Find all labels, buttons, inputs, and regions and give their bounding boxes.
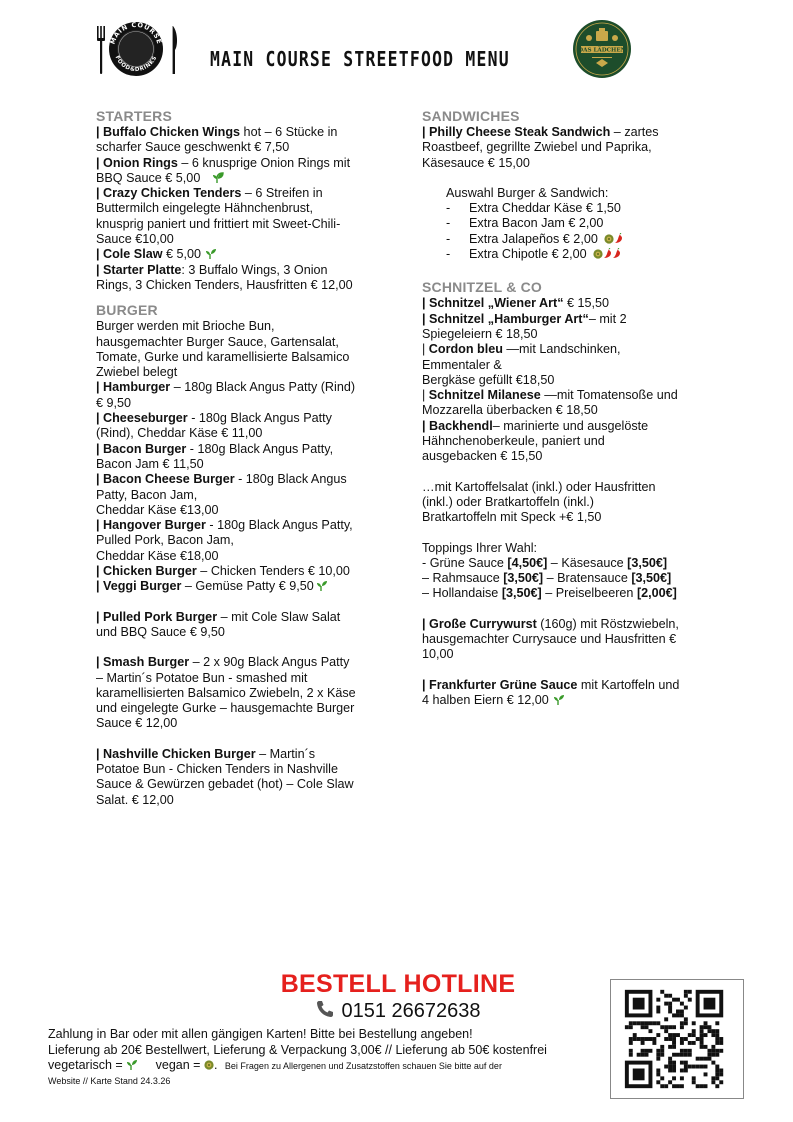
schnitzel-heading: SCHNITZEL & CO [422,279,542,296]
item-name: | Große Currywurst [422,616,537,631]
sides-line: (inkl.) oder Bratkartoffeln (inkl.) [422,494,594,509]
extra-label: Extra Cheddar Käse € 1,50 [469,201,621,216]
item-name: | Schnitzel „Wiener Art“ [422,296,564,311]
item-name: | Cole Slaw [96,247,163,262]
item-name: | Buffalo Chicken Wings [96,125,241,139]
item-desc-line: € 9,50 [96,395,132,410]
menu-item-hamburger [96,380,381,395]
phone-number: 0151 26672638 [341,1000,481,1022]
right-column [422,108,707,708]
das-laedchen-logo [572,19,632,79]
item-desc: – 180g Black Angus Patty (Rind) [170,380,356,395]
extra-item: - Extra Cheddar Käse € 1,50 [446,201,621,216]
topping-price: [3,50€] [627,555,668,570]
item-desc: – 6 knusprige Onion Rings mit [177,155,351,170]
toppings-heading: Toppings Ihrer Wahl: [422,540,538,555]
hotline-title: BESTELL HOTLINE [280,970,516,998]
item-name: | Onion Rings [96,155,178,170]
item-desc-line: Roastbeef, gegrillte Zwiebel und Paprika, [422,140,652,155]
item-desc-line: Sauce & Gewürzen gebadet (hot) – Cole Slaw [96,777,354,792]
item-name: | Schnitzel „Hamburger Art“ [422,311,589,326]
topping-label: – Hollandaise [422,586,502,601]
item-desc-line: 10,00 [422,647,454,662]
vegetarian-sprout-icon [553,694,565,705]
menu-item-veggi-burger [96,579,381,594]
menu-item-cole-slaw [96,247,381,262]
item-desc: – marinierte und ausgelöste [492,418,649,433]
item-name: | Backhendl [422,418,493,433]
item-desc: - 180g Black Angus Patty [187,411,332,426]
item-desc: – mit 2 [588,311,627,326]
item-desc: —mit Tomatensoße und [540,388,678,403]
footer-line: Website // Karte Stand 24.3.26 [48,1075,171,1086]
item-desc-line: scharfer Sauce geschwenkt € 7,50 [96,140,290,155]
item-desc: : 3 Buffalo Wings, 3 Onion [181,262,328,277]
chili-pepper-icon [603,248,612,259]
topping-label: – Bratensauce [543,571,632,586]
item-desc-line: Cheddar Käse €18,00 [96,548,219,563]
item-desc: – zartes [610,125,659,139]
item-desc: – Gemüse Patty € 9,50 [181,579,314,594]
burger-intro: Zwiebel belegt [96,365,178,380]
left-column [96,108,381,808]
vegan-icon [204,1060,214,1070]
item-desc: € 5,00 [162,247,202,262]
legend-vegan-label: vegan = [155,1058,204,1072]
item-desc: – 2 x 90g Black Angus Patty [189,655,350,670]
menu-item-frankfurter-gruene-sauce [422,678,707,693]
item-desc-line: karamellisierten Balsamico Zwiebeln, 2 x Käse [96,685,356,700]
phone-icon [315,999,335,1019]
item-name: Schnitzel Milanese [428,388,541,403]
footer-info [48,1027,608,1088]
item-desc-line: (Rind), Cheddar Käse € 11,00 [96,426,263,441]
item-desc: - 180g Black Angus Patty, [186,441,334,456]
menu-item-hangover-burger [96,518,381,533]
item-desc: (160g) mit Röstzwiebeln, [536,616,679,631]
toppings-line [422,586,707,601]
topping-price: [4,50€] [507,555,548,570]
menu-item-cheeseburger [96,411,381,426]
item-desc: mit Kartoffeln und [577,677,680,692]
extras-heading: Auswahl Burger & Sandwich: [446,185,609,200]
topping-label: - Grüne Sauce [422,555,508,570]
item-desc-line: Mozzarella überbacken € 18,50 [422,403,598,418]
item-desc-line: Käsesauce € 15,00 [422,155,530,170]
item-name: | Starter Platte [96,262,182,277]
item-desc-line-wrap [422,693,707,708]
burger-intro: Burger werden mit Brioche Bun, [96,319,275,334]
item-desc-line: Patty, Bacon Jam, [96,487,198,502]
item-desc-line: Bergkäse gefüllt €18,50 [422,372,555,387]
item-desc-line: – Martin´s Potatoe Bun - smashed mit [96,670,308,685]
item-name: | Smash Burger [96,655,190,670]
legend-line: vegetarisch = vegan = . Bei Fragen zu Allergenen und Zusatzstoffen schauen Sie bitte auf der [48,1058,502,1072]
topping-label: – Rahmsauce [422,571,504,586]
item-name: | Pulled Pork Burger [96,609,218,624]
menu-item-smash-burger [96,655,381,670]
menu-item-philly-cheese-steak [422,125,707,140]
item-name: | Frankfurter Grüne Sauce [422,677,578,692]
item-name: | Hangover Burger [96,518,206,533]
hotline-phone[interactable] [222,999,574,1023]
chili-pepper-icon [614,233,623,244]
item-desc-line: Bacon Jam € 11,50 [96,456,204,471]
item-desc-line: Sauce € 12,00 [96,716,178,731]
menu-title: MAIN COURSE STREETFOOD MENU [210,47,510,71]
item-desc: —mit Landschinken, [502,342,621,357]
item-desc-line: Pulled Pork, Bacon Jam, [96,533,234,548]
menu-item-starter-platte [96,263,381,278]
menu-item-pulled-pork-burger [96,610,381,625]
vegan-icon [593,249,603,259]
menu-item-currywurst [422,617,707,632]
item-desc: – Chicken Tenders € 10,00 [196,564,350,579]
burger-intro: Tomate, Gurke und karamellisierte Balsamico [96,349,350,364]
legend-veg-label: vegetarisch = [48,1058,127,1072]
extra-item: - Extra Jalapeños € 2,00 [422,232,707,247]
item-desc-line: Cheddar Käse €13,00 [96,502,219,517]
menu-item-schnitzel-wiener [422,296,707,311]
item-name: | Cheeseburger [96,411,188,426]
item-desc: - 180g Black Angus [234,472,347,487]
sides-line: …mit Kartoffelsalat (inkl.) oder Hausfritten [422,479,656,494]
item-desc-line: 4 halben Eiern € 12,00 [422,692,549,707]
extra-label: Extra Jalapeños € 2,00 [469,231,598,246]
item-desc-line: Emmentaler & [422,357,502,372]
vegan-icon [604,234,614,244]
main-course-logo [96,20,180,78]
menu-item-nashville-chicken-burger [96,747,381,762]
item-desc: – mit Cole Slaw Salat [217,609,341,624]
topping-price: [3,50€] [631,571,672,586]
burger-heading: BURGER [96,302,158,319]
item-name: | Bacon Cheese Burger [96,472,235,487]
menu-item-chicken-burger [96,564,381,579]
vegetarian-sprout-icon [212,172,224,183]
menu-item-schnitzel-hamburger [422,312,707,327]
extra-item: - Extra Chipotle € 2,00 [422,247,707,262]
item-desc-line: Salat. € 12,00 [96,792,174,807]
topping-label: – Käsesauce [547,555,628,570]
svg-text:DAS LÄDCHEN: DAS LÄDCHEN [578,47,626,54]
vegetarian-sprout-icon [205,248,217,259]
item-desc-line: Spiegeleiern € 18,50 [422,326,538,341]
item-name: | Bacon Burger [96,441,187,456]
item-desc-line: Rings, 3 Chicken Tenders, Hausfritten € 12,00 [96,277,353,292]
extra-item: - Extra Bacon Jam € 2,00 [446,216,604,231]
qr-code[interactable] [610,979,744,1099]
menu-item-cordon-bleu [422,342,707,357]
svg-text:MAIN COURSE: MAIN COURSE [108,20,164,46]
item-desc-line: und BBQ Sauce € 9,50 [96,624,225,639]
chili-pepper-icon [612,248,621,259]
sides-line: Bratkartoffeln mit Speck +€ 1,50 [422,510,602,525]
sandwiches-heading: SANDWICHES [422,108,520,124]
topping-price: [3,50€] [503,571,544,586]
item-pipe: | [422,388,429,403]
item-desc-line: Hähnchenoberkeule, paniert und [422,434,605,449]
item-name: Cordon bleu [428,342,503,357]
item-desc-line: BBQ Sauce € 5,00 [96,170,201,185]
item-desc: € 15,50 [563,296,610,311]
item-name: | Crazy Chicken Tenders [96,186,242,201]
menu-item-onion-rings [96,156,381,171]
topping-price: [3,50€] [501,586,542,601]
item-desc: – Martin´s [255,746,316,761]
topping-label: – Preiselbeeren [541,586,637,601]
item-desc-line: hausgemachter Currysauce und Hausfritten € [422,632,677,647]
footer-line: Lieferung ab 20€ Bestellwert, Lieferung & Verpackung 3,00€ // Lieferung ab 50€ kostenfrei [48,1042,547,1057]
item-name: | Chicken Burger [96,564,197,579]
item-desc-line: Potatoe Bun - Chicken Tenders in Nashville [96,761,338,776]
burger-intro: hausgemachter Burger Sauce, Gartensalat, [96,334,339,349]
item-name: | Veggi Burger [96,579,182,594]
item-desc-line: Buttermilch eingelegte Hähnchenbrust, [96,201,314,216]
item-name: | Philly Cheese Steak Sandwich [422,125,611,139]
menu-item-backhendl [422,419,707,434]
menu-item-schnitzel-milanese [422,388,707,403]
menu-item-bacon-cheese-burger [96,472,381,487]
menu-item-buffalo-wings [96,125,381,140]
vegetarian-sprout-icon [316,580,328,591]
menu-item-bacon-burger [96,442,381,457]
extra-label: Extra Bacon Jam € 2,00 [469,216,604,231]
menu-item-crazy-chicken-tenders [96,186,381,201]
item-desc-line: und eingelegte Gurke – hausgemachte Burger [96,701,355,716]
svg-text:FOOD&DRINKS: FOOD&DRINKS [113,55,159,74]
starters-heading: STARTERS [96,108,173,124]
item-desc-line-wrap [96,171,381,186]
item-desc-line: knusprig paniert und frittiert mit Sweet-Chili- [96,216,341,231]
extra-label: Extra Chipotle € 2,00 [469,247,587,262]
allergen-note: Bei Fragen zu Allergenen und Zusatzstoffen schauen Sie bitte auf der [224,1061,502,1071]
toppings-line [422,556,707,571]
item-desc-line: Sauce €10,00 [96,232,174,247]
item-desc-line: ausgebacken € 15,50 [422,449,543,464]
item-desc: hot – 6 Stücke in [240,125,338,139]
footer-line: Zahlung in Bar oder mit allen gängigen Karten! Bitte bei Bestellung angeben! [48,1027,473,1041]
item-name: | Nashville Chicken Burger [96,746,256,761]
vegetarian-sprout-icon [126,1059,138,1070]
item-desc: - 180g Black Angus Patty, [205,518,353,533]
toppings-line [422,571,707,586]
item-desc: – 6 Streifen in [241,186,323,201]
topping-price: [2,00€] [636,586,677,601]
item-pipe: | [422,342,429,357]
item-name: | Hamburger [96,380,171,395]
